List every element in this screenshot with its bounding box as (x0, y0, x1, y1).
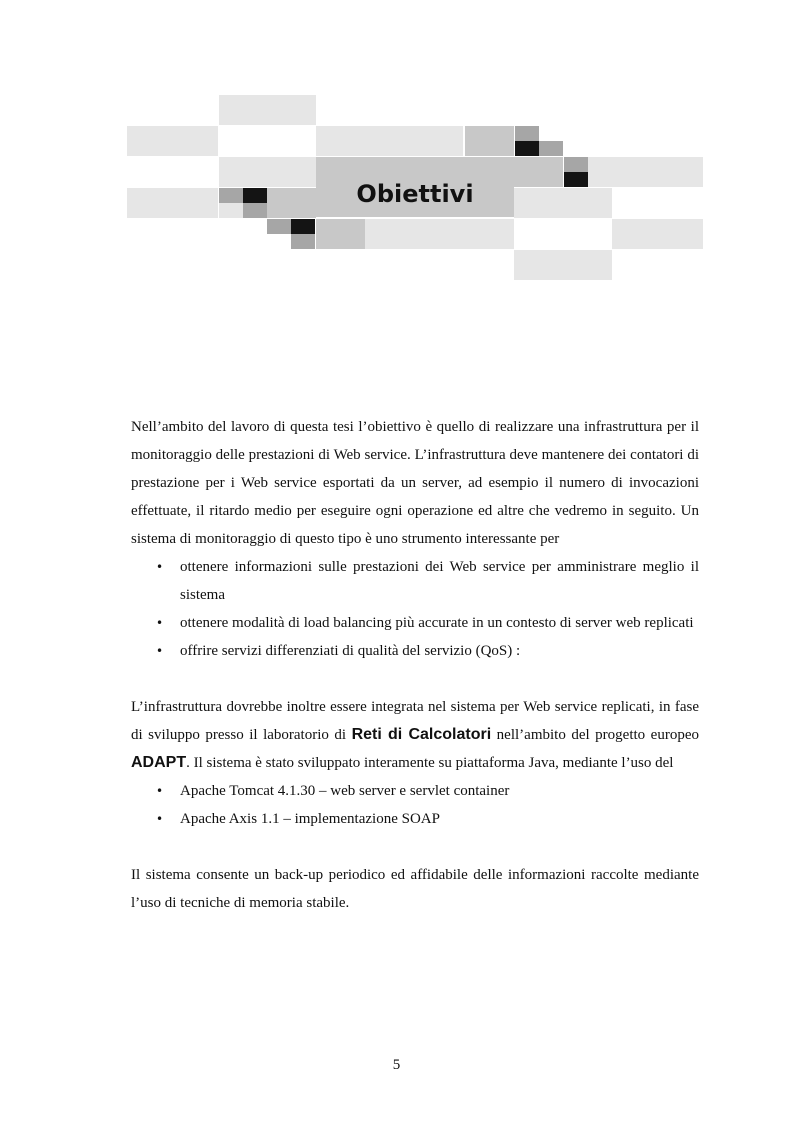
list-item (131, 805, 699, 833)
banner-tile (267, 219, 291, 234)
banner-tile (219, 203, 243, 218)
bullet-icon: • (156, 616, 164, 630)
banner-tile (243, 203, 267, 218)
list-item (131, 553, 699, 609)
lab-name: Reti di Calcolatori (351, 726, 492, 743)
banner-tile (316, 219, 365, 249)
banner-tile (539, 141, 563, 156)
technologies-list (131, 777, 699, 833)
integration-text: L’infrastruttura dovrebbe inoltre essere integrata nel sistema per Web service replicati, in fase di sviluppo presso il laboratorio di (131, 699, 699, 743)
banner-tile (588, 157, 703, 187)
banner-tile (564, 157, 588, 172)
technology-text: Apache Axis 1.1 – implementazione SOAP (180, 811, 440, 827)
banner-tile (514, 157, 563, 187)
project-name: ADAPT (131, 754, 187, 771)
goal-text: ottenere informazioni sulle prestazioni dei Web service per amministrare meglio il sistema (180, 559, 699, 603)
banner-tile (219, 157, 316, 187)
banner-tile (515, 126, 539, 141)
banner-tile (291, 219, 315, 234)
goal-text: offrire servizi differenziati di qualità del servizio (QoS) : (180, 643, 521, 659)
list-item (131, 609, 699, 637)
banner-tile (127, 188, 218, 218)
bullet-icon: • (156, 812, 164, 826)
banner-tile (612, 219, 703, 249)
page-number: 5 (392, 1057, 401, 1073)
banner-tile (365, 219, 514, 249)
list-item (131, 637, 699, 665)
bullet-icon: • (156, 560, 164, 574)
integration-text: . Il sistema è stato sviluppato interamente su piattaforma Java, mediante l’uso del (186, 755, 674, 771)
bullet-icon: • (156, 644, 164, 658)
banner-tile (243, 188, 267, 203)
chapter-title: Obiettivi (356, 180, 474, 208)
banner-tile (267, 188, 316, 218)
banner-tile (219, 95, 316, 125)
banner-tile (564, 172, 588, 187)
banner-tile (514, 188, 612, 218)
banner-tile (465, 126, 514, 156)
banner-tile (515, 141, 539, 156)
goal-text: ottenere modalità di load balancing più accurate in un contesto di server web replicati (180, 615, 694, 631)
intro-paragraph: Nell’ambito del lavoro di questa tesi l’obiettivo è quello di realizzare una infrastruttura per il monitoraggio delle prestazioni di Web service. L’infrastruttura deve mantenere dei contatori di prestazione per i Web service esportati da un server, ad esempio il numero di invocazioni effettuate, il ritardo medio per eseguire ogni operazione ed altre che vedremo in seguito. Un sistema di monitoraggio di questo tipo è uno strumento interessante per (131, 419, 699, 547)
backup-paragraph: Il sistema consente un back-up periodico ed affidabile delle informazioni raccolte mediante l’uso di tecniche di memoria stabile. (131, 867, 699, 911)
integration-paragraph (131, 693, 699, 777)
bullet-icon: • (156, 784, 164, 798)
banner-tile (291, 234, 315, 249)
integration-text: nell’ambito del progetto europeo (491, 727, 699, 743)
list-item (131, 777, 699, 805)
goals-list (131, 553, 699, 665)
banner-tile (219, 188, 243, 203)
banner-tile (127, 126, 218, 156)
banner-tile (514, 250, 612, 280)
main-text (131, 413, 699, 917)
banner-tile (316, 126, 463, 156)
technology-text: Apache Tomcat 4.1.30 – web server e servlet container (180, 783, 510, 799)
